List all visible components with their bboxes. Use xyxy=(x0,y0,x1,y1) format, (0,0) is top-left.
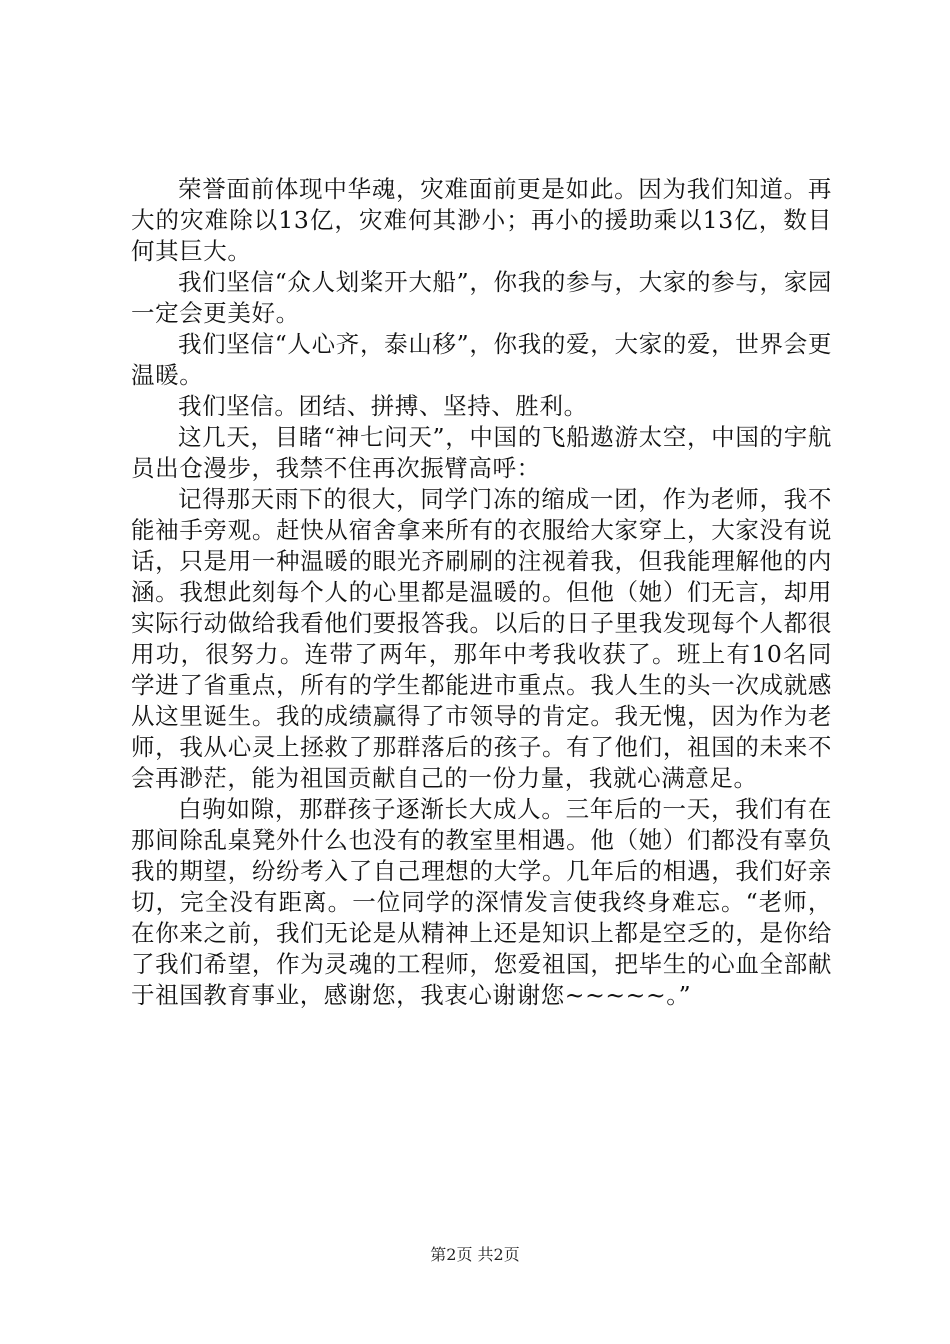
paragraph-7: 白驹如隙，那群孩子逐渐长大成人。三年后的一天，我们有在那间除乱桌凳外什么也没有的教室里相遇。他（她）们都没有辜负我的期望，纷纷考入了自己理想的大学。几年后的相遇，我们好亲切，完全没有距离。一位同学的深情发言使我终身难忘。“老师，在你来之前，我们无论是从精神上还是知识上都是空乏的，是你给了我们希望，作为灵魂的工程师，您爱祖国，把毕生的心血全部献于祖国教育事业，感谢您，我衷心谢谢您~~~~~。” xyxy=(131,795,832,1009)
paragraph-2: 我们坚信“众人划桨开大船”，你我的参与，大家的参与，家园一定会更美好。 xyxy=(131,268,832,327)
page-number-label: 第2页 共2页 xyxy=(430,1245,520,1264)
document-body xyxy=(131,174,832,1011)
paragraph-6: 记得那天雨下的很大，同学门冻的缩成一团，作为老师，我不能袖手旁观。赶快从宿舍拿来所有的衣服给大家穿上，大家没有说话，只是用一种温暖的眼光齐刷刷的注视着我，但我能理解他的内涵。我想此刻每个人的心里都是温暖的。但他（她）们无言，却用实际行动做给我看他们要报答我。以后的日子里我发现每个人都很用功，很努力。连带了两年，那年中考我收获了。班上有10名同学进了省重点，所有的学生都能进市重点。我人生的头一次成就感从这里诞生。我的成绩赢得了市领导的肯定。我无愧，因为作为老师，我从心灵上拯救了那群落后的孩子。有了他们，祖国的未来不会再渺茫，能为祖国贡献自己的一份力量，我就心满意足。 xyxy=(131,485,832,792)
paragraph-4: 我们坚信。团结、拼搏、坚持、胜利。 xyxy=(178,392,588,420)
page-footer xyxy=(0,1244,950,1266)
paragraph-5: 这几天，目睹“神七问天”，中国的飞船遨游太空，中国的宇航员出仓漫步，我禁不住再次振臂高呼： xyxy=(131,423,832,482)
paragraph-1: 荣誉面前体现中华魂，灾难面前更是如此。因为我们知道。再大的灾难除以13亿，灾难何其渺小；再小的援助乘以13亿，数目何其巨大。 xyxy=(131,175,832,265)
paragraph-3: 我们坚信“人心齐，泰山移”，你我的爱，大家的爱，世界会更温暖。 xyxy=(131,330,832,389)
